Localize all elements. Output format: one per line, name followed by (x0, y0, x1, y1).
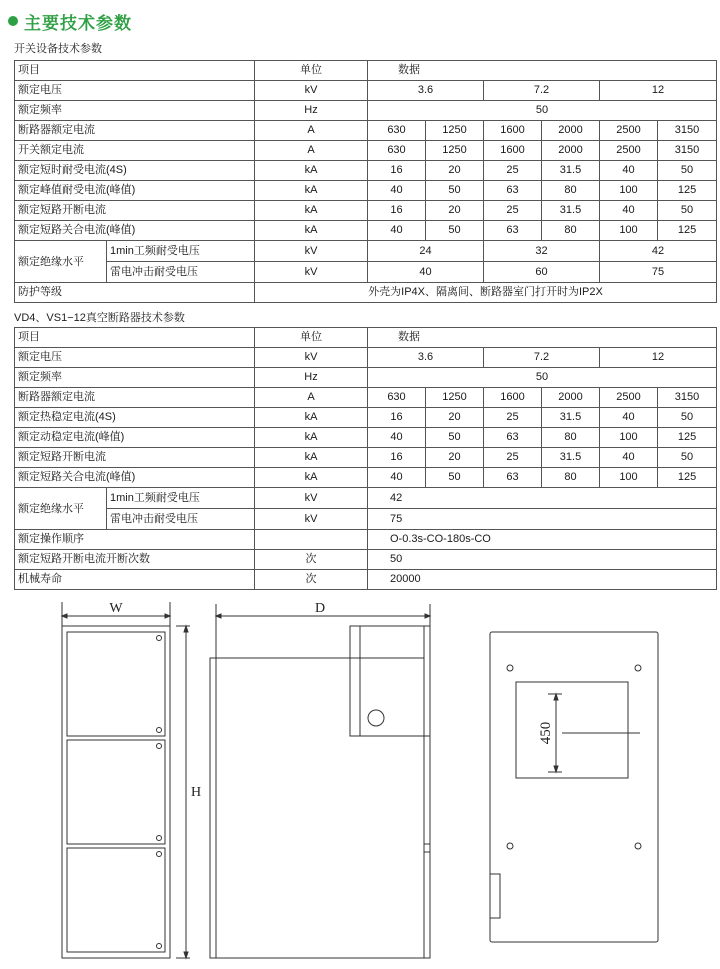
value-cell: 20000 (368, 570, 717, 590)
row-item-cell: 额定操作顺序 (15, 530, 255, 550)
row-unit-cell: kA (255, 201, 368, 221)
row-unit-cell: kA (255, 468, 368, 488)
row-unit-cell: kV (255, 348, 368, 368)
value-cell: 50 (658, 161, 717, 181)
value-cell: 125 (658, 221, 717, 241)
value-cell: 1600 (484, 388, 542, 408)
section-header (8, 9, 132, 33)
row-item-cell: 额定动稳定电流(峰值) (15, 428, 255, 448)
value-cell: 16 (368, 161, 426, 181)
table1-caption: 开关设备技术参数 (14, 43, 102, 55)
row-unit-cell: kA (255, 221, 368, 241)
row-item-cell: 断路器额定电流 (15, 121, 255, 141)
row-unit-cell: kA (255, 181, 368, 201)
row-unit-cell (255, 530, 368, 550)
row-unit-cell: Hz (255, 101, 368, 121)
value-cell: 24 (368, 241, 484, 262)
table-row (15, 181, 717, 201)
value-cell: 50 (426, 468, 484, 488)
table-row (15, 161, 717, 181)
value-cell: 1600 (484, 141, 542, 161)
table-row (15, 201, 717, 221)
table-row (15, 468, 717, 488)
value-cell: 80 (542, 428, 600, 448)
row-item-cell: 额定短时耐受电流(4S) (15, 161, 255, 181)
table-header-row (15, 328, 717, 348)
row-item-cell: 防护等级 (15, 283, 255, 303)
row-item-cell: 额定短路关合电流(峰值) (15, 221, 255, 241)
row-item-cell: 额定短路开断电流 (15, 448, 255, 468)
row-unit-cell: A (255, 388, 368, 408)
value-cell: 80 (542, 181, 600, 201)
value-cell: 50 (658, 448, 717, 468)
row-unit-cell: kA (255, 448, 368, 468)
value-cell: 16 (368, 201, 426, 221)
value-cell: 3.6 (368, 348, 484, 368)
value-cell: 1250 (426, 141, 484, 161)
value-cell: 2000 (542, 121, 600, 141)
row-item-cell: 额定频率 (15, 101, 255, 121)
value-cell: 32 (484, 241, 600, 262)
value-cell: O-0.3s-CO-180s-CO (368, 530, 717, 550)
value-cell: 25 (484, 408, 542, 428)
value-cell: 50 (658, 408, 717, 428)
value-cell: 40 (600, 448, 658, 468)
value-cell: 80 (542, 468, 600, 488)
value-cell: 3150 (658, 141, 717, 161)
row-item-cell: 开关额定电流 (15, 141, 255, 161)
table-row (15, 570, 717, 590)
value-cell: 16 (368, 408, 426, 428)
value-cell: 630 (368, 141, 426, 161)
value-cell: 630 (368, 388, 426, 408)
header-item-cell: 项目 (15, 328, 255, 348)
row-unit-cell: kV (255, 488, 368, 509)
row-item-cell: 额定短路关合电流(峰值) (15, 468, 255, 488)
value-cell: 63 (484, 428, 542, 448)
row-unit-cell: kV (255, 262, 368, 283)
depth-dim-label: D (314, 601, 326, 616)
value-cell: 125 (658, 181, 717, 201)
table-row (15, 428, 717, 448)
value-cell: 40 (600, 161, 658, 181)
value-cell: 63 (484, 181, 542, 201)
row-item-cell: 额定电压 (15, 81, 255, 101)
value-cell: 20 (426, 448, 484, 468)
value-cell: 100 (600, 221, 658, 241)
header-unit-cell: 单位 (255, 328, 368, 348)
value-cell: 2500 (600, 388, 658, 408)
value-cell: 125 (658, 468, 717, 488)
row-unit-cell: kA (255, 408, 368, 428)
value-cell: 7.2 (484, 81, 600, 101)
bullet-dot-icon (8, 16, 18, 26)
table-row (15, 530, 717, 550)
row-item-cell: 额定短路开断电流 (15, 201, 255, 221)
insulation-row (15, 488, 717, 509)
value-cell: 50 (368, 101, 717, 121)
table-row (15, 81, 717, 101)
value-cell: 16 (368, 448, 426, 468)
header-unit-cell: 单位 (255, 61, 368, 81)
insulation-row (15, 262, 717, 283)
value-cell: 1250 (426, 388, 484, 408)
value-cell: 50 (426, 181, 484, 201)
value-cell: 2500 (600, 121, 658, 141)
insulation-sub-cell: 雷电冲击耐受电压 (107, 262, 255, 283)
value-cell: 25 (484, 201, 542, 221)
table-row (15, 348, 717, 368)
value-cell: 2000 (542, 141, 600, 161)
value-cell: 1250 (426, 121, 484, 141)
value-cell: 75 (600, 262, 717, 283)
table-row (15, 101, 717, 121)
value-cell: 100 (600, 181, 658, 201)
value-cell: 3.6 (368, 81, 484, 101)
rear-view-drawing (490, 632, 658, 942)
row-unit-cell: Hz (255, 368, 368, 388)
row-unit-cell: A (255, 121, 368, 141)
value-cell: 100 (600, 428, 658, 448)
row-unit-cell: A (255, 141, 368, 161)
row-unit-cell: kV (255, 241, 368, 262)
value-cell: 50 (368, 550, 717, 570)
switchgear-spec-table (14, 60, 717, 303)
value-cell: 20 (426, 201, 484, 221)
protection-row (15, 283, 717, 303)
table-header-row (15, 61, 717, 81)
row-item-cell: 额定频率 (15, 368, 255, 388)
table-row (15, 408, 717, 428)
row-unit-cell: 次 (255, 570, 368, 590)
value-cell: 12 (600, 81, 717, 101)
row-unit-cell: kA (255, 161, 368, 181)
row-item-cell: 额定短路开断电流开断次数 (15, 550, 255, 570)
table-row (15, 121, 717, 141)
value-cell: 31.5 (542, 201, 600, 221)
value-cell: 12 (600, 348, 717, 368)
front-view-drawing (62, 602, 190, 958)
row-unit-cell: 次 (255, 550, 368, 570)
value-cell: 42 (368, 488, 717, 509)
value-cell: 40 (368, 221, 426, 241)
value-cell: 50 (426, 428, 484, 448)
value-cell: 42 (600, 241, 717, 262)
value-cell: 50 (368, 368, 717, 388)
value-cell: 100 (600, 468, 658, 488)
header-data-cell: 数据 (368, 328, 717, 348)
value-cell: 7.2 (484, 348, 600, 368)
row-item-cell: 断路器额定电流 (15, 388, 255, 408)
row-item-cell: 额定热稳定电流(4S) (15, 408, 255, 428)
insulation-label-cell: 额定绝缘水平 (15, 488, 107, 530)
insulation-sub-cell: 雷电冲击耐受电压 (107, 509, 255, 530)
row-unit-cell: kV (255, 509, 368, 530)
value-cell: 125 (658, 428, 717, 448)
height-dim-label: H (190, 785, 202, 800)
insulation-sub-cell: 1min工频耐受电压 (107, 241, 255, 262)
table-row (15, 221, 717, 241)
row-item-cell: 机械寿命 (15, 570, 255, 590)
insulation-row (15, 509, 717, 530)
table-row (15, 368, 717, 388)
value-cell: 40 (600, 201, 658, 221)
value-cell: 630 (368, 121, 426, 141)
insulation-row (15, 241, 717, 262)
value-cell: 40 (368, 181, 426, 201)
table2-caption: VD4、VS1−12真空断路器技术参数 (14, 312, 185, 324)
value-cell: 1600 (484, 121, 542, 141)
value-cell: 2500 (600, 141, 658, 161)
value-cell: 外壳为IP4X、隔离间、断路器室门打开时为IP2X (255, 283, 717, 303)
value-cell: 40 (368, 428, 426, 448)
side-view-drawing (210, 604, 430, 958)
header-data-cell: 数据 (368, 61, 717, 81)
value-cell: 40 (600, 408, 658, 428)
table-row (15, 448, 717, 468)
insulation-label-cell: 额定绝缘水平 (15, 241, 107, 283)
value-cell: 20 (426, 408, 484, 428)
value-cell: 3150 (658, 388, 717, 408)
value-cell: 60 (484, 262, 600, 283)
value-cell: 40 (368, 262, 484, 283)
width-dim-label: W (109, 601, 123, 616)
value-cell: 63 (484, 468, 542, 488)
value-cell: 20 (426, 161, 484, 181)
row-unit-cell: kV (255, 81, 368, 101)
value-cell: 50 (426, 221, 484, 241)
table-row (15, 388, 717, 408)
value-cell: 40 (368, 468, 426, 488)
value-cell: 80 (542, 221, 600, 241)
rear-dim-label: 450 (538, 721, 554, 745)
value-cell: 31.5 (542, 408, 600, 428)
row-item-cell: 额定电压 (15, 348, 255, 368)
value-cell: 31.5 (542, 161, 600, 181)
breaker-spec-table (14, 327, 717, 590)
section-title: 主要技术参数 (24, 13, 132, 33)
row-item-cell: 额定峰值耐受电流(峰值) (15, 181, 255, 201)
value-cell: 31.5 (542, 448, 600, 468)
value-cell: 25 (484, 448, 542, 468)
value-cell: 3150 (658, 121, 717, 141)
cabinet-outline-drawings (0, 596, 720, 969)
value-cell: 75 (368, 509, 717, 530)
value-cell: 63 (484, 221, 542, 241)
table-row (15, 141, 717, 161)
value-cell: 25 (484, 161, 542, 181)
row-unit-cell: kA (255, 428, 368, 448)
insulation-sub-cell: 1min工频耐受电压 (107, 488, 255, 509)
header-item-cell: 项目 (15, 61, 255, 81)
table-row (15, 550, 717, 570)
value-cell: 50 (658, 201, 717, 221)
value-cell: 2000 (542, 388, 600, 408)
